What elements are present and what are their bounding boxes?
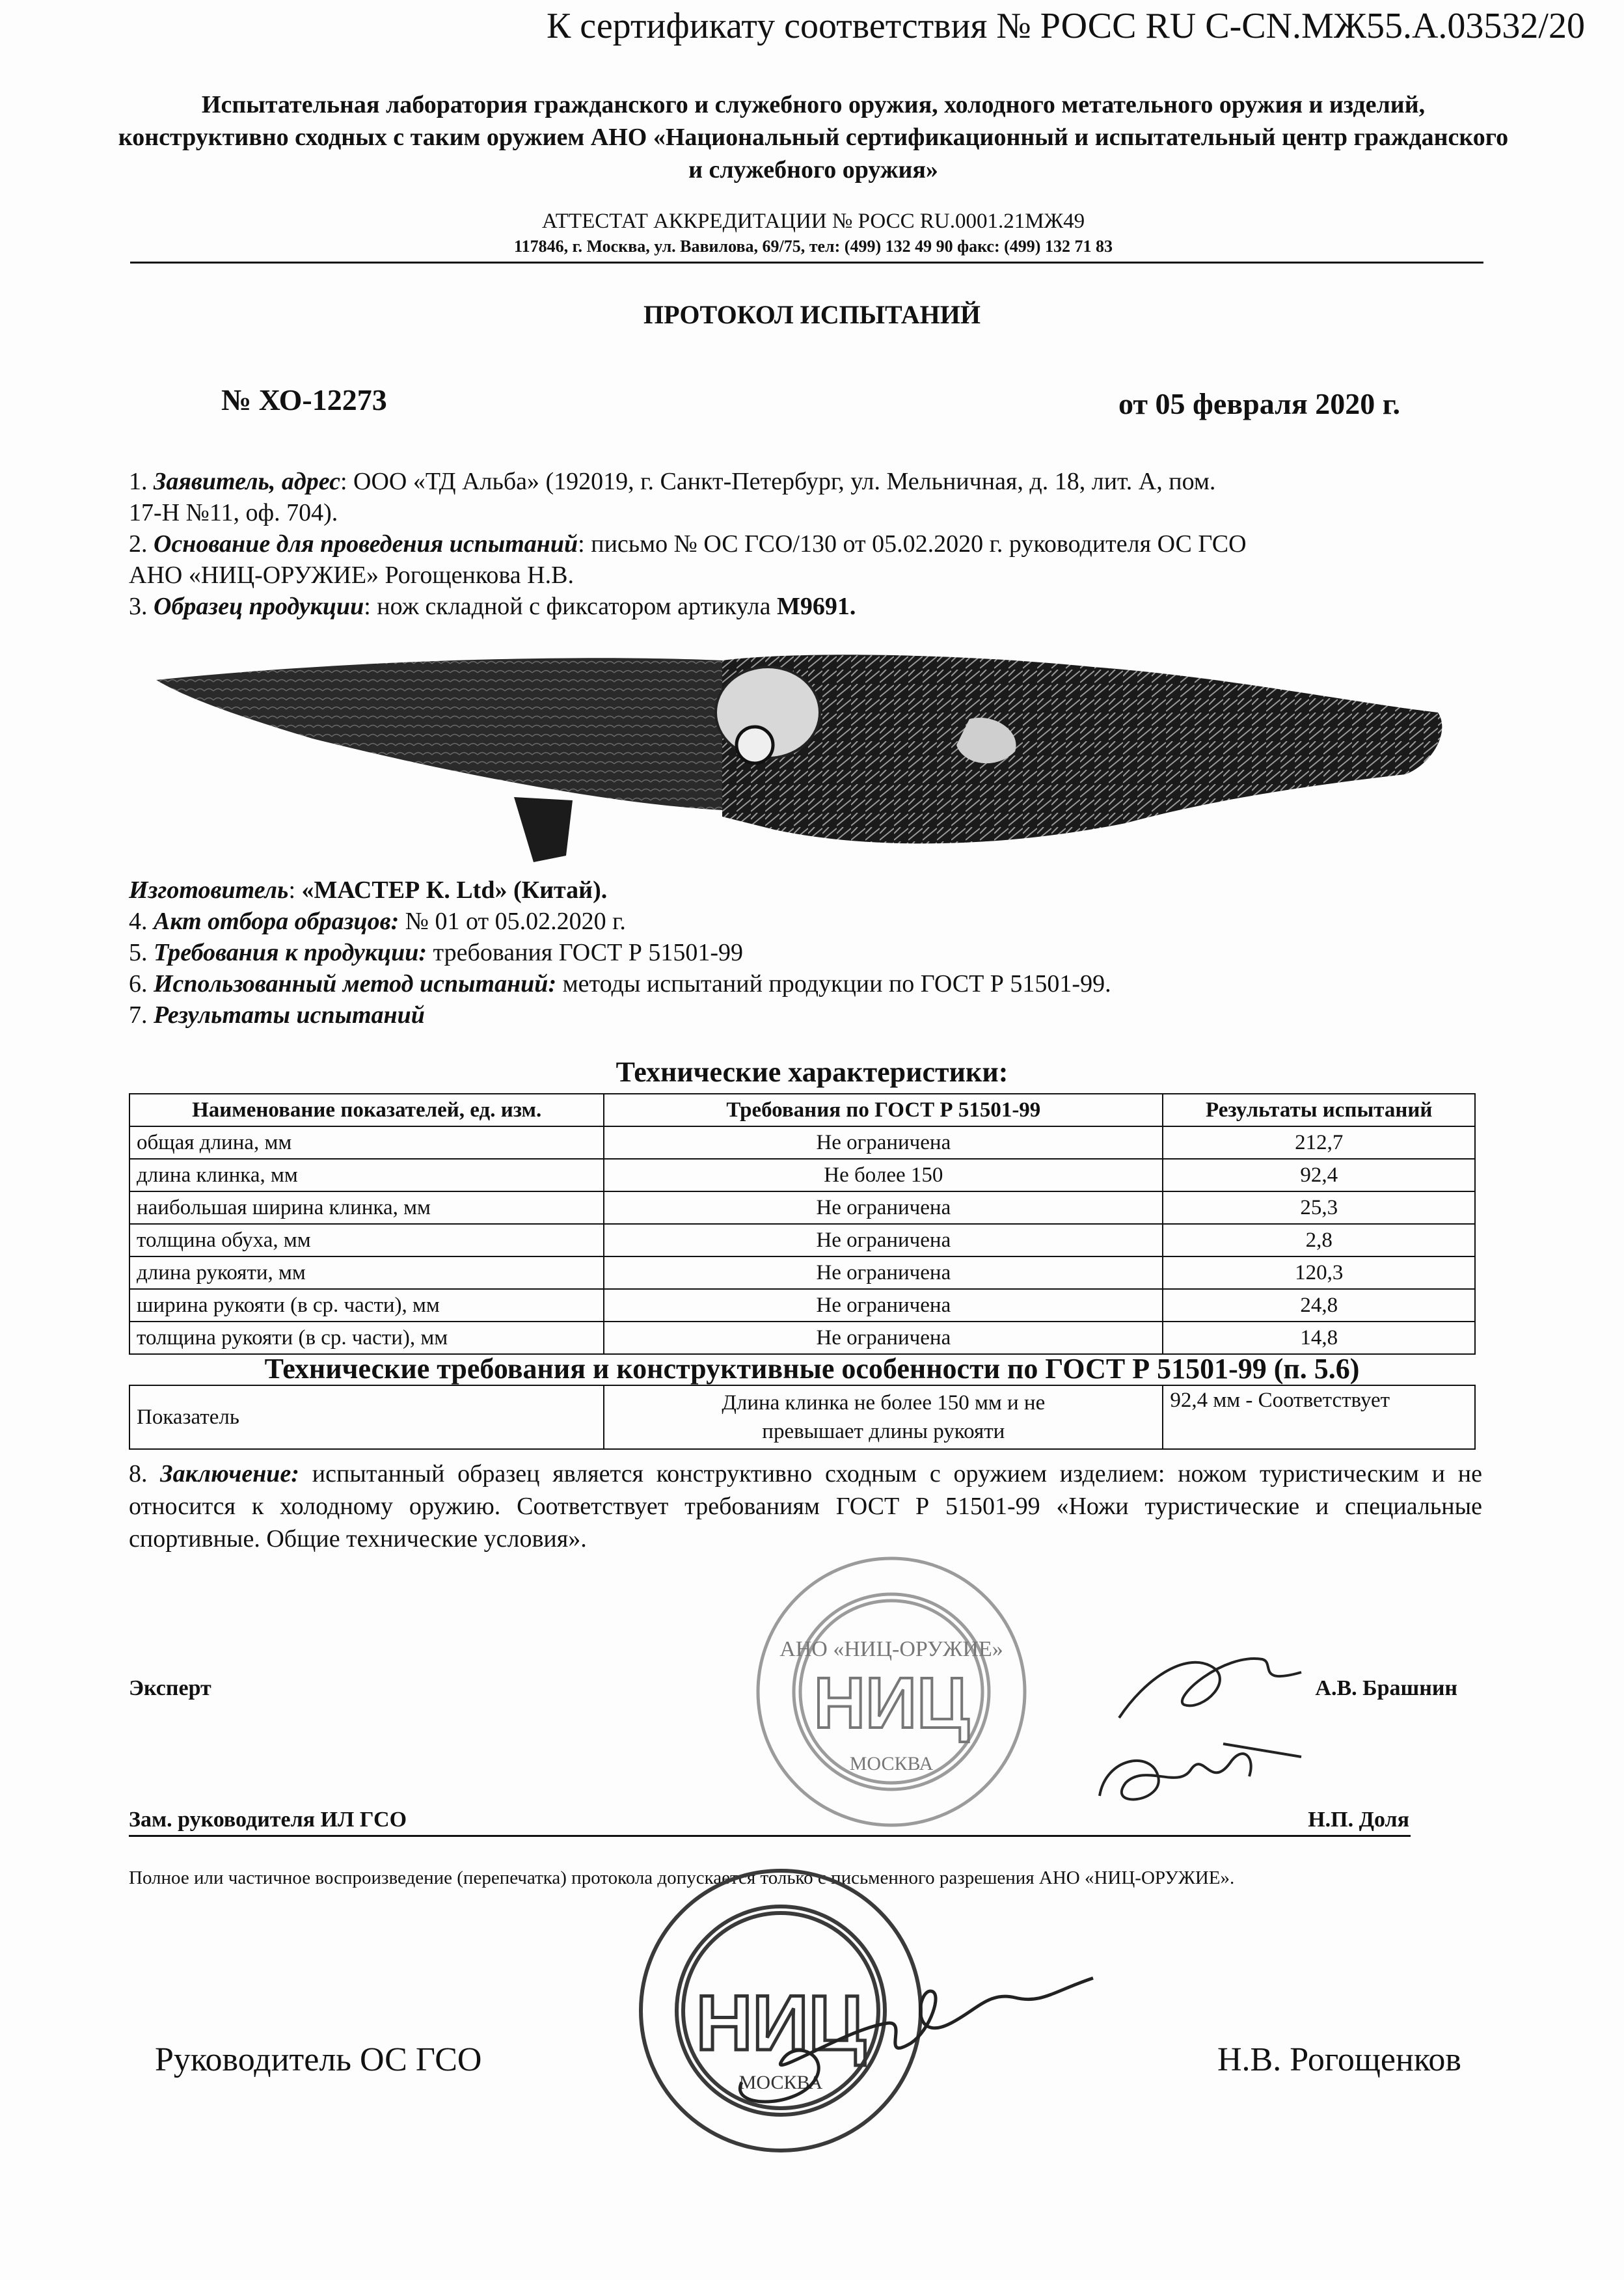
requirement-cell: Не более 150 [604, 1159, 1163, 1191]
table-row [129, 1191, 1475, 1224]
item-value: № 01 от 05.02.2020 г. [399, 908, 626, 935]
indicator-cell: Показатель [129, 1385, 604, 1449]
item-key: Результаты испытаний [154, 1001, 425, 1029]
item-number: 8. [129, 1460, 161, 1487]
table-row [129, 1289, 1475, 1322]
head-name: Н.В. Рогощенков [1217, 2041, 1461, 2078]
parameter-name: длина рукояти, мм [129, 1256, 604, 1289]
requirement-cell: Не ограничена [604, 1126, 1163, 1159]
stamp-city: МОСКВА [738, 2072, 823, 2093]
item-separator: : [288, 876, 302, 904]
requirements-heading: Технические требования и конструктивные особенности по ГОСТ Р 51501-99 (п. 5.6) [264, 1353, 1360, 1385]
stamp-city: МОСКВА [849, 1753, 934, 1774]
tech-characteristics-heading: Технические характеристики: [616, 1056, 1008, 1088]
item-value: требования ГОСТ Р 51501-99 [427, 939, 744, 966]
item-method [129, 968, 1111, 999]
item-key: Изготовитель [129, 876, 289, 904]
result-cell: 25,3 [1163, 1191, 1475, 1224]
item-number: 7. [129, 1001, 154, 1029]
item-number: 5. [129, 939, 154, 966]
expert-signature-icon [1106, 1640, 1314, 1731]
item-sampling-act [129, 906, 626, 937]
item-number: 3. [129, 593, 154, 620]
table-row [129, 1385, 1475, 1449]
item-key: Использованный метод испытаний: [154, 970, 557, 998]
deputy-label: Зам. руководителя ИЛ ГСО [129, 1808, 407, 1832]
conclusion-key: Заключение: [160, 1460, 299, 1487]
pivot-screw-icon [737, 727, 773, 763]
table-row [129, 1159, 1475, 1191]
reproduction-notice: Полное или частичное воспроизведение (перепечатка) протокола допускается только с письменного разрешения АНО «НИЦ-ОРУЖИЕ». [129, 1867, 1235, 1888]
table-row [129, 1224, 1475, 1256]
requirement-cell: Не ограничена [604, 1224, 1163, 1256]
knife-flipper [514, 797, 573, 862]
column-header: Результаты испытаний [1163, 1094, 1475, 1126]
item-value: : нож складной с фиксатором артикула [364, 593, 777, 620]
item-value: методы испытаний продукции по ГОСТ Р 51501-99. [556, 970, 1111, 998]
item-manufacturer [129, 875, 607, 906]
table-row [129, 1256, 1475, 1289]
column-header: Наименование показателей, ед. изм. [129, 1094, 604, 1126]
result-cell: 92,4 [1163, 1159, 1475, 1191]
item-sample [129, 591, 856, 622]
knife-image [150, 641, 1457, 888]
item-key: Заявитель, адрес [154, 468, 340, 495]
requirement-cell: Не ограничена [604, 1289, 1163, 1322]
requirement-cell: Не ограничена [604, 1191, 1163, 1224]
head-signature-icon [716, 1952, 1106, 2121]
result-cell: 14,8 [1163, 1322, 1475, 1354]
requirement-cell: Не ограничена [604, 1256, 1163, 1289]
item-number: 1. [129, 468, 154, 495]
knife-blade [156, 658, 722, 810]
item-basis [129, 528, 1247, 560]
result-cell: 212,7 [1163, 1126, 1475, 1159]
item-key: Требования к продукции: [154, 939, 427, 966]
head-label: Руководитель ОС ГСО [155, 2041, 482, 2078]
conclusion [129, 1458, 1482, 1555]
parameter-name: длина клинка, мм [129, 1159, 604, 1191]
table-row [129, 1126, 1475, 1159]
accreditation-line: АТТЕСТАТ АККРЕДИТАЦИИ № РОСС RU.0001.21МЖ49 [541, 210, 1085, 233]
laboratory-name: Испытательная лаборатория гражданского и служебного оружия, холодного метательного оружия и изделий, конструктивно сходных с таким оружием АНО «Национальный сертификационный и испытательный центр гражданского и служебного оружия» [118, 91, 1509, 183]
parameter-name: общая длина, мм [129, 1126, 604, 1159]
item-value: : письмо № ОС ГСО/130 от 05.02.2020 г. руководителя ОС ГСО [578, 530, 1247, 558]
protocol-title: ПРОТОКОЛ ИСПЫТАНИЙ [643, 300, 981, 329]
item-applicant-cont: 17-Н №11, оф. 704). [129, 499, 338, 526]
requirement-line: Длина клинка не более 150 мм и не [722, 1391, 1046, 1415]
column-header: Требования по ГОСТ Р 51501-99 [604, 1094, 1163, 1126]
item-key: Основание для проведения испытаний [154, 530, 578, 558]
requirements-table [129, 1385, 1476, 1450]
deputy-signature-icon [1080, 1718, 1327, 1822]
item-article: М9691. [777, 593, 856, 620]
protocol-date: от 05 февраля 2020 г. [1118, 387, 1400, 420]
item-number: 4. [129, 908, 154, 935]
requirement-cell [604, 1385, 1163, 1449]
item-requirements [129, 937, 743, 968]
lab-address: 117846, г. Москва, ул. Вавилова, 69/75, тел: (499) 132 49 90 факс: (499) 132 71 83 [514, 237, 1113, 256]
parameter-name: ширина рукояти (в ср. части), мм [129, 1289, 604, 1322]
tech-characteristics-table [129, 1093, 1476, 1355]
protocol-number: № ХО-12273 [221, 383, 387, 416]
result-cell: 92,4 мм - Соответствует [1163, 1385, 1475, 1449]
item-number: 6. [129, 970, 154, 998]
stamp-mark: НИЦ [813, 1663, 969, 1743]
conclusion-text: испытанный образец является конструктивно сходным с оружием изделием: ножом туристическим и не относится к холодному оружию. Соответствует требованиям ГОСТ Р 51501-99 «Ножи туристические и специальные спортивные. Общие технические условия». [129, 1460, 1483, 1553]
stamp-mark: НИЦ [696, 1979, 866, 2067]
stamp-text: АНО «НИЦ-ОРУЖИЕ» [779, 1637, 1003, 1661]
parameter-name: толщина рукояти (в ср. части), мм [129, 1322, 604, 1354]
item-key: Акт отбора образцов: [154, 908, 399, 935]
item-value: : ООО «ТД Альба» (192019, г. Санкт-Петербург, ул. Мельничная, д. 18, лит. А, пом. [340, 468, 1216, 495]
result-cell: 24,8 [1163, 1289, 1475, 1322]
item-basis-cont: АНО «НИЦ-ОРУЖИЕ» Рогощенкова Н.В. [129, 562, 574, 589]
result-cell: 2,8 [1163, 1224, 1475, 1256]
expert-name: А.В. Брашнин [1315, 1676, 1457, 1700]
parameter-name: наибольшая ширина клинка, мм [129, 1191, 604, 1224]
certificate-reference: К сертификату соответствия № РОСС RU С-CN.МЖ55.А.03532/20 [546, 6, 1585, 46]
expert-label: Эксперт [129, 1676, 211, 1700]
parameter-name: толщина обуха, мм [129, 1224, 604, 1256]
item-value: «МАСТЕР К. Ltd» (Китай). [301, 876, 608, 904]
item-key: Образец продукции [154, 593, 364, 620]
table-header-row [129, 1094, 1475, 1126]
signature-underline [129, 1835, 1411, 1837]
item-number: 2. [129, 530, 154, 558]
requirement-line: превышает длины рукояти [762, 1420, 1005, 1443]
result-cell: 120,3 [1163, 1256, 1475, 1289]
header-divider [130, 262, 1483, 264]
item-results [129, 999, 425, 1031]
table-row [129, 1322, 1475, 1354]
item-applicant [129, 466, 1215, 497]
deputy-name: Н.П. Доля [1308, 1808, 1409, 1832]
stamp-seal-icon [748, 1549, 1035, 1835]
knife-handle [722, 655, 1442, 843]
requirement-cell: Не ограничена [604, 1322, 1163, 1354]
